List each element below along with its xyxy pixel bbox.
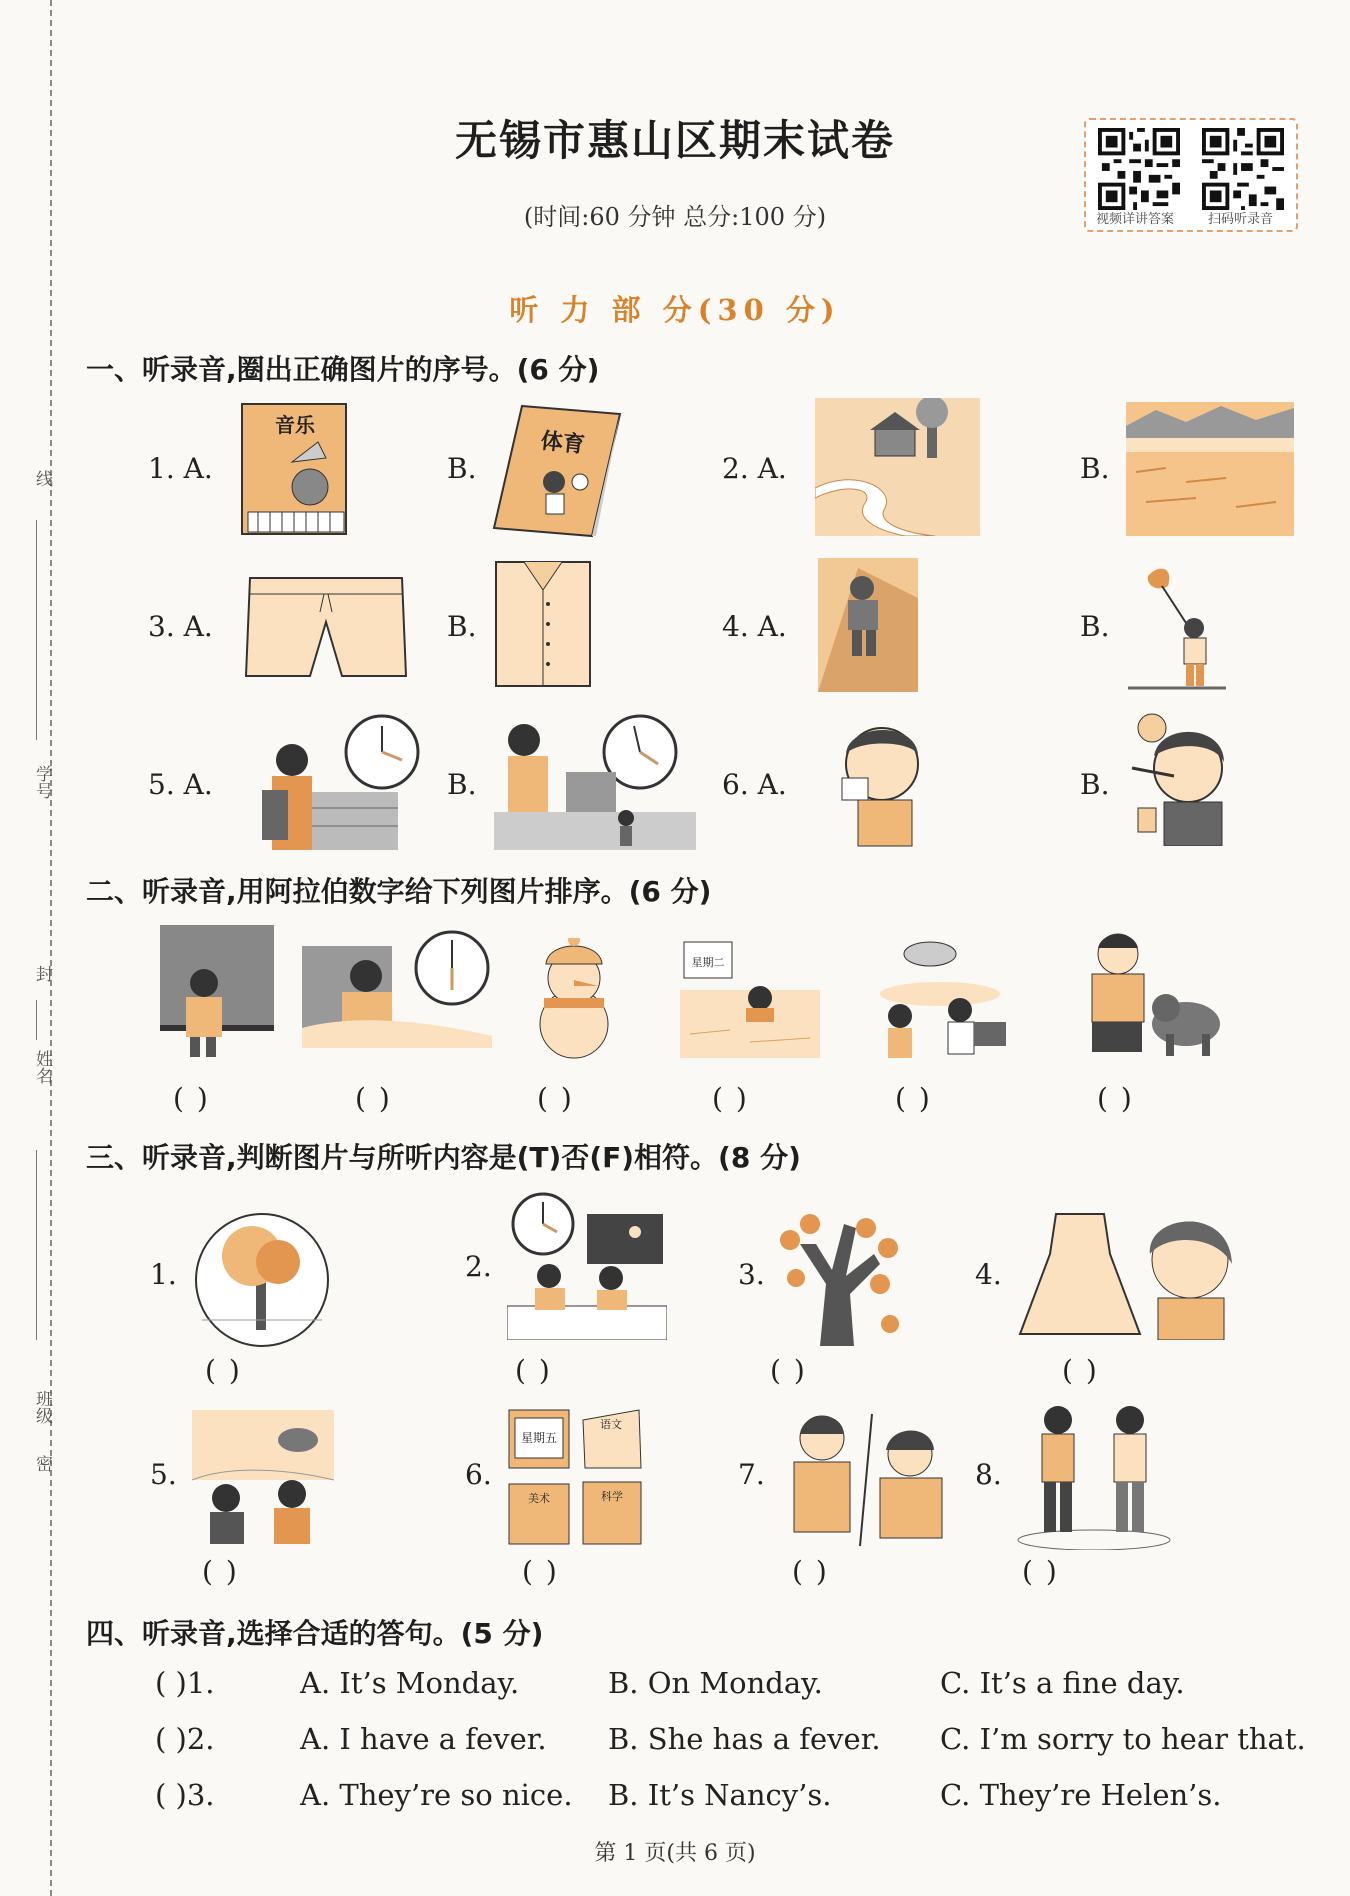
boy-at-window-image [160,925,274,1057]
page-title: 无锡市惠山区期末试卷 [454,116,895,165]
q2-b-label: B. [1080,452,1110,485]
q3-1-label: 1. [150,1258,177,1291]
q3-4-label: 4. [975,1258,1002,1291]
binding-line-label: 线 [32,470,52,487]
q1-b-label: B. [447,452,477,485]
q4-1-option-c: C. It’s a fine day. [940,1666,1185,1700]
q4-3-option-c: C. They’re Helen’s. [940,1778,1222,1812]
q4-2-option-c: C. I’m sorry to hear that. [940,1722,1306,1756]
q3-a-label: 3. A. [148,610,213,643]
q2-a-label: 2. A. [722,452,787,485]
q3-5-label: 5. [150,1458,177,1491]
calendar-text: 星期二 [691,956,725,969]
section-1-title: 一、听录音,圈出正确图片的序号。(6 分) [86,353,600,386]
q4-1-option-b: B. On Monday. [608,1666,823,1700]
q4-a-label: 4. A. [722,610,787,643]
listening-part-title: 听 力 部 分(30 分) [509,293,841,327]
answer-paren[interactable]: ( ) [1097,1082,1134,1115]
cut-line [50,0,52,1896]
answer-paren[interactable]: ( ) [1062,1354,1099,1387]
book-friday-text: 星期五 [520,1431,558,1445]
binding-seat-label: 学号 [32,765,52,799]
binding-fill-line [36,520,37,740]
q5-a-label: 5. A. [148,768,213,801]
section-2-title: 二、听录音,用阿拉伯数字给下列图片排序。(6 分) [86,875,712,908]
q4-3-option-b: B. It’s Nancy’s. [608,1778,832,1812]
qr-right-label: 扫码听录音 [1208,212,1274,227]
answer-paren[interactable]: ( ) [205,1354,242,1387]
answer-paren[interactable]: ( ) [522,1555,559,1588]
q3-3-label: 3. [738,1258,765,1291]
answer-paren[interactable]: ( ) [792,1555,829,1588]
binding-close-label: 密 [32,1455,52,1472]
boy-going-to-school-clock-image [258,712,430,850]
section-4-title: 四、听录音,选择合适的答句。(5 分) [86,1617,544,1650]
countryside-road-image [815,398,980,536]
dress-and-girl-image [1016,1204,1250,1340]
q6-a-label: 6. A. [722,768,787,801]
answer-paren[interactable]: ( ) [1022,1555,1059,1588]
mother-calling-clock-image [494,712,696,850]
q4-2-option-b: B. She has a fever. [608,1722,881,1756]
field-landscape-image [1126,402,1294,536]
answer-paren[interactable]: ( ) [202,1555,239,1588]
boy-waking-clock-image [302,928,492,1048]
kids-watching-elephant-image [192,1410,334,1544]
q4-2-option-a: A. I have a fever. [300,1722,547,1756]
pe-book-text: 体育 [539,428,586,459]
q4-3-number[interactable]: ( )3. [155,1778,215,1812]
hiking-mountain-image [818,558,918,692]
pe-book-image [492,404,622,539]
q4-2-number[interactable]: ( )2. [155,1722,215,1756]
answer-paren[interactable]: ( ) [537,1082,574,1115]
boy-with-thermometer-image [1124,712,1236,846]
q1-a-label: 1. A. [148,452,213,485]
q3-7-label: 7. [738,1458,765,1491]
autumn-tree-image [192,1210,332,1350]
music-book-image [240,402,350,537]
qr-code-icon[interactable] [1098,128,1180,210]
shorts-image [244,572,409,680]
binding-seal-label: 封 [32,965,52,982]
q4-3-option-a: A. They’re so nice. [300,1778,573,1812]
answer-paren[interactable]: ( ) [515,1354,552,1387]
q3-8-label: 8. [975,1458,1002,1491]
tree-with-orange-leaves-image [770,1204,904,1346]
q4-1-option-a: A. It’s Monday. [300,1666,520,1700]
answer-paren[interactable]: ( ) [173,1082,210,1115]
qr-left-label: 视频详讲答案 [1096,212,1175,227]
book-science-text: 科学 [601,1490,623,1503]
book-chinese-text: 语文 [600,1418,622,1431]
kids-doing-homework-night-image [507,1192,667,1340]
q3-2-label: 2. [465,1250,492,1283]
q3-b-label: B. [447,610,477,643]
page-footer: 第 1 页(共 6 页) [594,1841,756,1866]
q3-6-label: 6. [465,1458,492,1491]
exam-info: (时间:60 分钟 总分:100 分) [523,203,827,231]
answer-paren[interactable]: ( ) [355,1082,392,1115]
schedule-books-image [505,1406,645,1548]
answer-paren[interactable]: ( ) [770,1354,807,1387]
snowman-image [518,938,630,1060]
phone-call-image [780,1404,950,1548]
man-with-dog-image [1062,930,1222,1058]
q5-b-label: B. [447,768,477,801]
music-book-text: 音乐 [275,413,315,437]
section-3-title: 三、听录音,判断图片与所听内容是(T)否(F)相符。(8 分) [86,1141,801,1174]
answer-paren[interactable]: ( ) [895,1082,932,1115]
binding-margin [0,0,62,1896]
book-art-text: 美术 [528,1492,550,1505]
qr-code-icon[interactable] [1202,128,1284,210]
q4-b-label: B. [1080,610,1110,643]
binding-class-label: 班级 [32,1390,52,1424]
binding-name-label: 姓名 [32,1050,52,1084]
answer-paren[interactable]: ( ) [712,1082,749,1115]
shirt-image [494,560,592,688]
boy-swimming-calendar-image [680,938,820,1058]
q6-b-label: B. [1080,768,1110,801]
q4-1-number[interactable]: ( )1. [155,1666,215,1700]
boy-picking-leaf-image [1128,556,1226,694]
two-boys-talking-image [1016,1404,1172,1550]
binding-fill-line [36,1000,37,1040]
qr-code-panel [1084,118,1298,232]
children-at-zoo-image [870,930,1008,1058]
binding-fill-line [36,1150,37,1340]
boy-coughing-image [818,714,936,848]
